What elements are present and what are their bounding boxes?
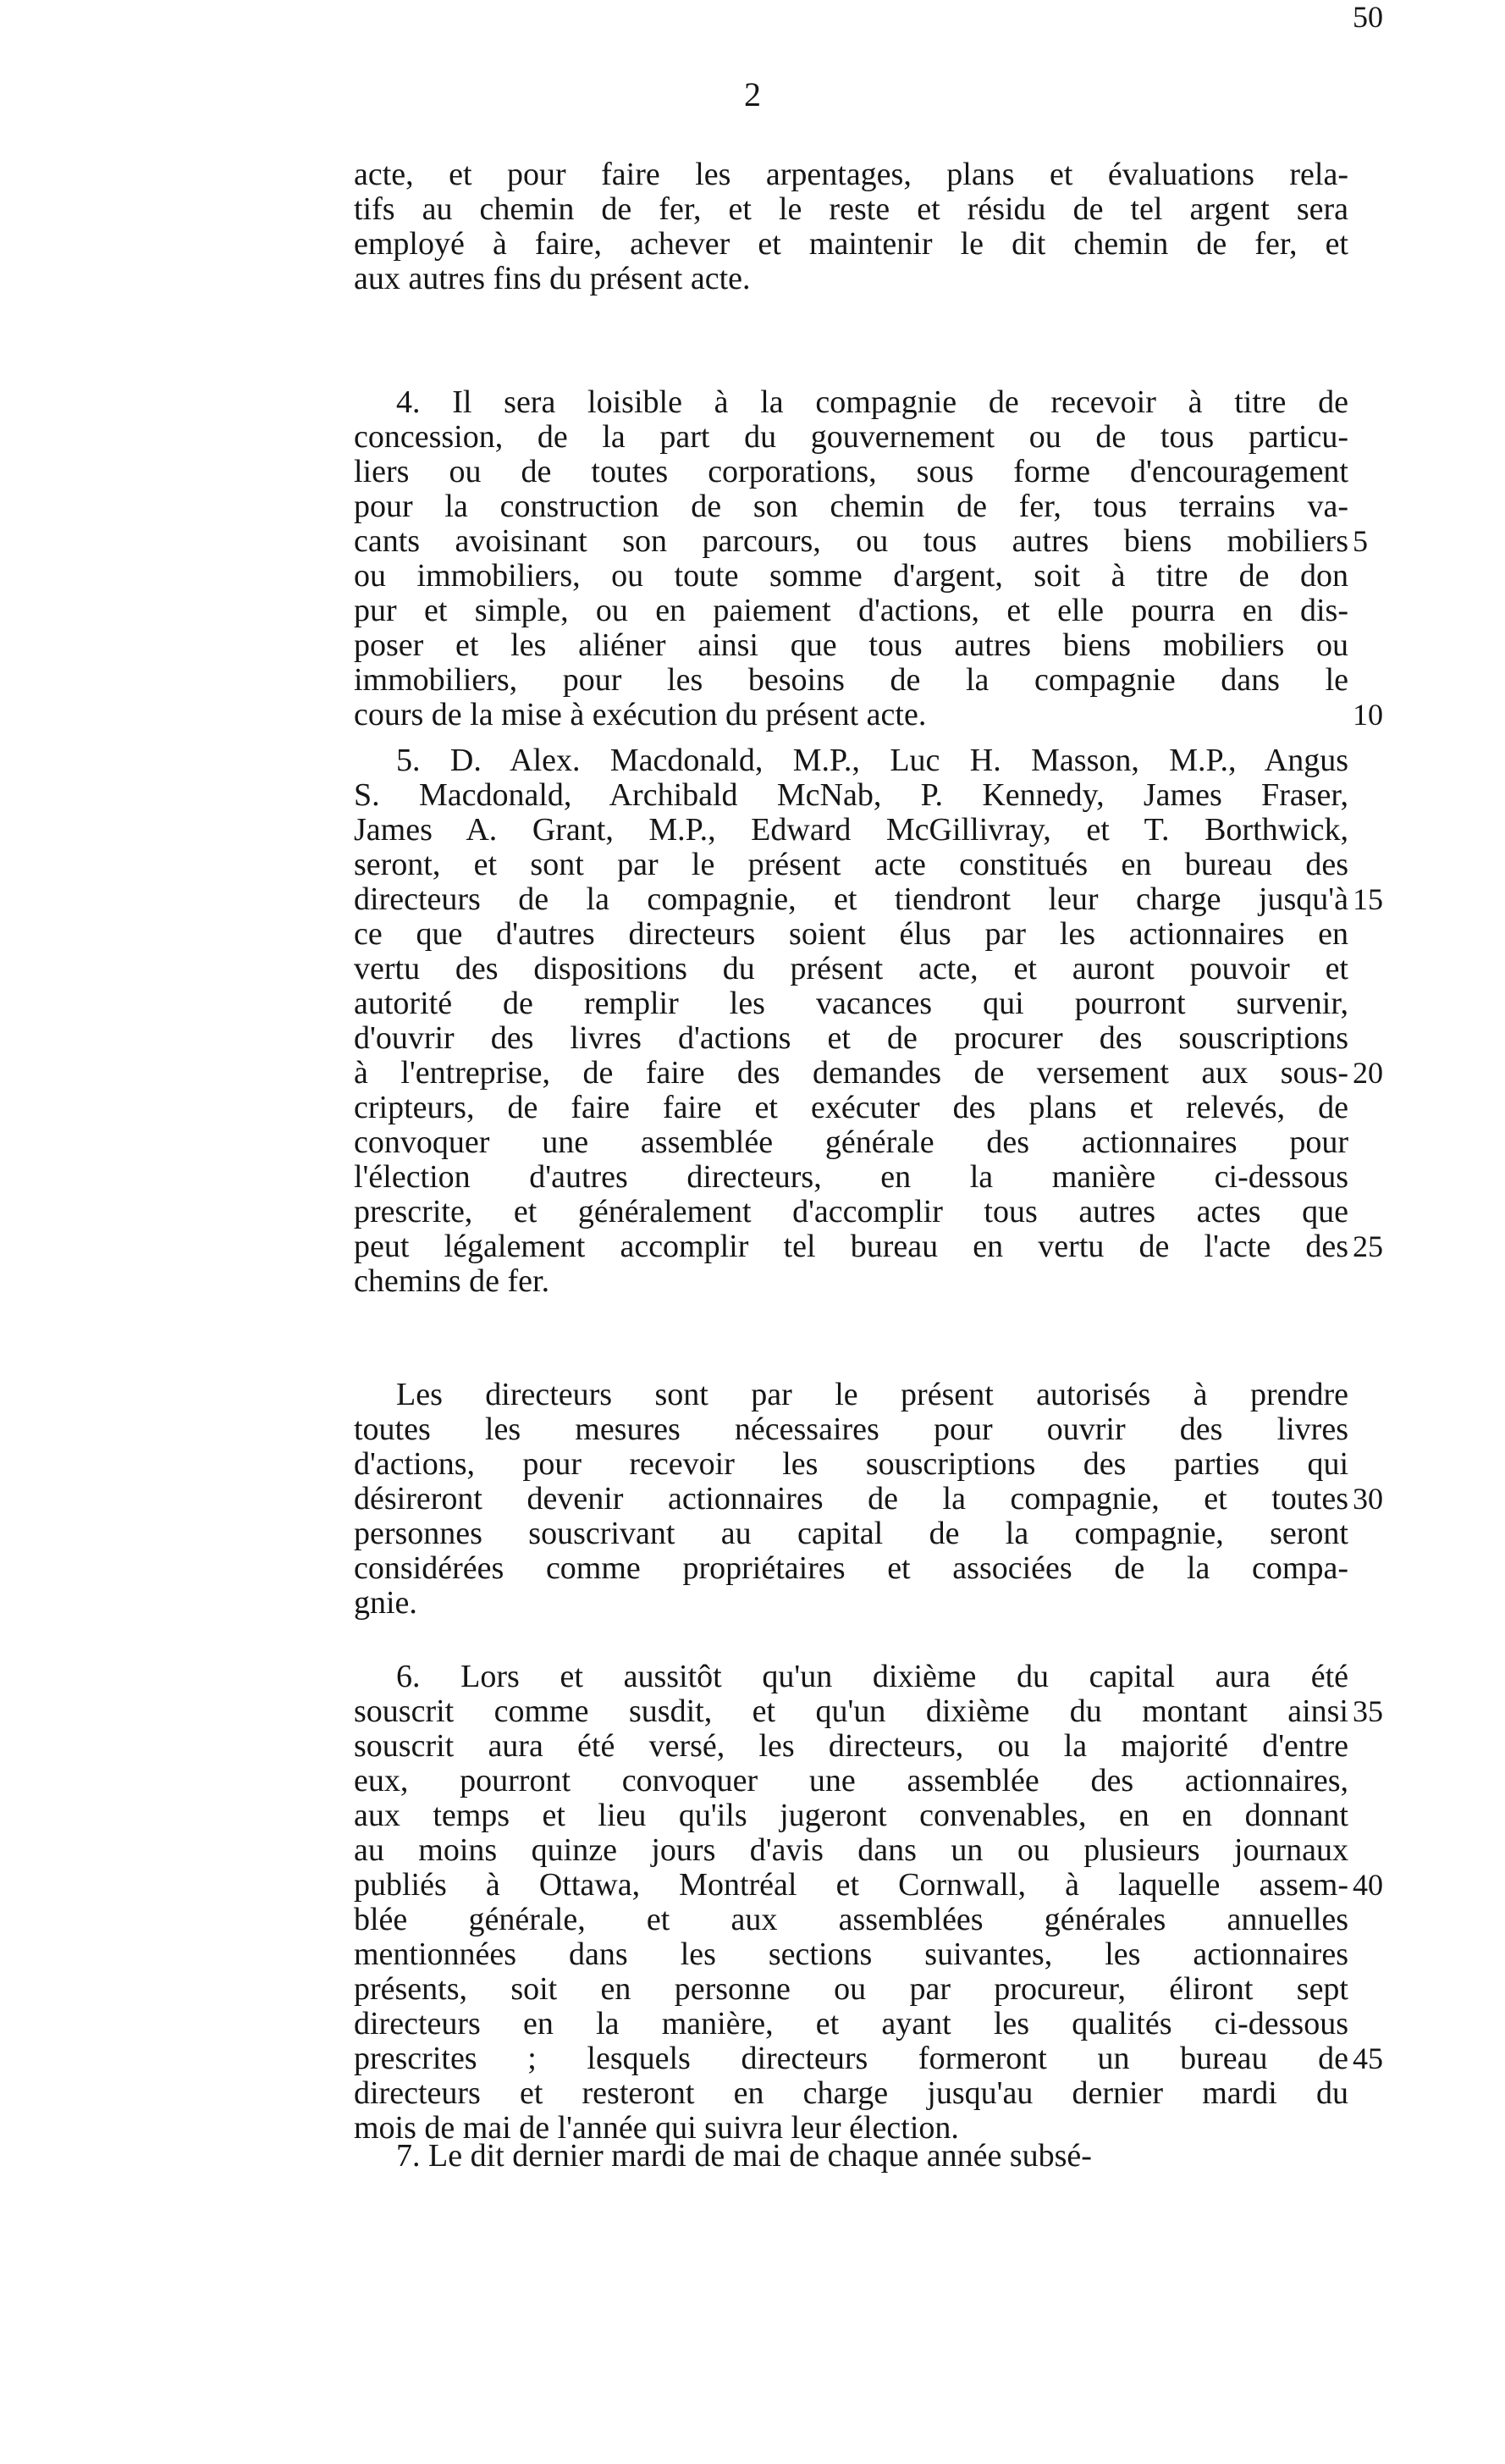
text-line: concession, de la part du gouvernement ou de tous particu- xyxy=(354,419,1348,455)
text-line: S. Macdonald, Archibald McNab, P. Kennedy, James Fraser, xyxy=(354,777,1348,813)
line-number-marker: 45 xyxy=(1353,2041,1383,2075)
text-line: peut légalement accomplir tel bureau en vertu de l'acte des xyxy=(354,1229,1348,1264)
text-line: aux temps et lieu qu'ils jugeront convenables, en en donnant xyxy=(354,1798,1348,1833)
text-line: gnie. xyxy=(354,1585,417,1621)
text-line: 7. Le dit dernier mardi de mai de chaque année subsé- xyxy=(396,2138,1092,2174)
text-line: souscrit aura été versé, les directeurs, ou la majorité d'entre xyxy=(354,1728,1348,1764)
text-line: vertu des dispositions du présent acte, et auront pouvoir et xyxy=(354,951,1348,986)
text-line: James A. Grant, M.P., Edward McGillivray, et T. Borthwick, xyxy=(354,812,1348,848)
text-line: au moins quinze jours d'avis dans un ou plusieurs journaux xyxy=(354,1832,1348,1868)
text-line: Les directeurs sont par le présent autorisés à prendre xyxy=(396,1377,1348,1412)
line-number-marker: 10 xyxy=(1353,698,1383,732)
text-line: toutes les mesures nécessaires pour ouvrir des livres xyxy=(354,1412,1348,1447)
text-line: à l'entreprise, de faire des demandes de versement aux sous- xyxy=(354,1055,1348,1091)
text-line: blée générale, et aux assemblées générales annuelles xyxy=(354,1902,1348,1937)
text-line: 6. Lors et aussitôt qu'un dixième du capital aura été xyxy=(396,1659,1348,1694)
text-line: publiés à Ottawa, Montréal et Cornwall, à laquelle assem- xyxy=(354,1867,1348,1903)
text-line: pour la construction de son chemin de fer, tous terrains va- xyxy=(354,489,1348,524)
line-number-marker: 5 xyxy=(1353,524,1368,558)
text-line: cours de la mise à exécution du présent acte. xyxy=(354,697,927,732)
line-number-marker: 50 xyxy=(1353,0,1383,34)
paragraph-section-5 xyxy=(354,743,1348,1299)
paragraph-section-4 xyxy=(354,385,1348,732)
text-line: autorité de remplir les vacances qui pourront survenir, xyxy=(354,986,1348,1021)
text-line: cripteurs, de faire faire et exécuter des plans et relevés, de xyxy=(354,1090,1348,1125)
paragraph-directors-authorized xyxy=(354,1378,1348,1621)
text-line: eux, pourront convoquer une assemblée des actionnaires, xyxy=(354,1763,1348,1798)
paragraph-intro xyxy=(354,157,1348,296)
text-line: cants avoisinant son parcours, ou tous autres biens mobiliers xyxy=(354,523,1348,559)
page-number: 2 xyxy=(744,75,761,113)
text-line: 4. Il sera loisible à la compagnie de recevoir à titre de xyxy=(396,384,1348,420)
text-line: immobiliers, pour les besoins de la compagnie dans le xyxy=(354,662,1348,698)
text-line: d'ouvrir des livres d'actions et de procurer des souscriptions xyxy=(354,1020,1348,1056)
text-line: ce que d'autres directeurs soient élus par les actionnaires en xyxy=(354,916,1348,952)
line-number-marker: 35 xyxy=(1353,1694,1383,1728)
paragraph-section-7 xyxy=(354,2139,1348,2174)
text-line: considérées comme propriétaires et associées de la compa- xyxy=(354,1550,1348,1586)
text-line: convoquer une assemblée générale des actionnaires pour xyxy=(354,1124,1348,1160)
text-line: l'élection d'autres directeurs, en la manière ci-dessous xyxy=(354,1159,1348,1195)
line-number-marker: 40 xyxy=(1353,1868,1383,1902)
text-line: seront, et sont par le présent acte constitués en bureau des xyxy=(354,847,1348,882)
line-number-marker: 25 xyxy=(1353,1229,1383,1263)
text-line: tifs au chemin de fer, et le reste et résidu de tel argent sera xyxy=(354,191,1348,227)
text-line: liers ou de toutes corporations, sous forme d'encouragement xyxy=(354,454,1348,489)
text-line: 5. D. Alex. Macdonald, M.P., Luc H. Masson, M.P., Angus xyxy=(396,743,1348,778)
text-line: ou immobiliers, ou toute somme d'argent, soit à titre de don xyxy=(354,558,1348,594)
text-line: souscrit comme susdit, et qu'un dixième du montant ainsi xyxy=(354,1693,1348,1729)
text-line: prescrites ; lesquels directeurs formeront un bureau de xyxy=(354,2041,1348,2076)
text-line: acte, et pour faire les arpentages, plans et évaluations rela- xyxy=(354,157,1348,192)
text-line: directeurs en la manière, et ayant les qualités ci-dessous xyxy=(354,2006,1348,2041)
text-line: pur et simple, ou en paiement d'actions, et elle pourra en dis- xyxy=(354,593,1348,628)
text-line: désireront devenir actionnaires de la compagnie, et toutes xyxy=(354,1481,1348,1517)
text-line: employé à faire, achever et maintenir le dit chemin de fer, et xyxy=(354,226,1348,262)
line-number-marker: 20 xyxy=(1353,1056,1383,1090)
paragraph-section-6 xyxy=(354,1660,1348,2146)
text-line: chemins de fer. xyxy=(354,1263,550,1299)
text-line: directeurs de la compagnie, et tiendront leur charge jusqu'à xyxy=(354,881,1348,917)
line-number-marker: 30 xyxy=(1353,1482,1383,1516)
text-line: d'actions, pour recevoir les souscriptions des parties qui xyxy=(354,1446,1348,1482)
text-line: aux autres fins du présent acte. xyxy=(354,261,751,296)
text-line: présents, soit en personne ou par procureur, éliront sept xyxy=(354,1971,1348,2007)
text-line: prescrite, et généralement d'accomplir tous autres actes que xyxy=(354,1194,1348,1229)
text-line: directeurs et resteront en charge jusqu'au dernier mardi du xyxy=(354,2075,1348,2111)
text-line: personnes souscrivant au capital de la compagnie, seront xyxy=(354,1516,1348,1551)
line-number-marker: 15 xyxy=(1353,882,1383,916)
text-line: poser et les aliéner ainsi que tous autres biens mobiliers ou xyxy=(354,627,1348,663)
text-line: mentionnées dans les sections suivantes, les actionnaires xyxy=(354,1936,1348,1972)
text-line: mois de mai de l'année qui suivra leur élection. xyxy=(354,2110,959,2146)
